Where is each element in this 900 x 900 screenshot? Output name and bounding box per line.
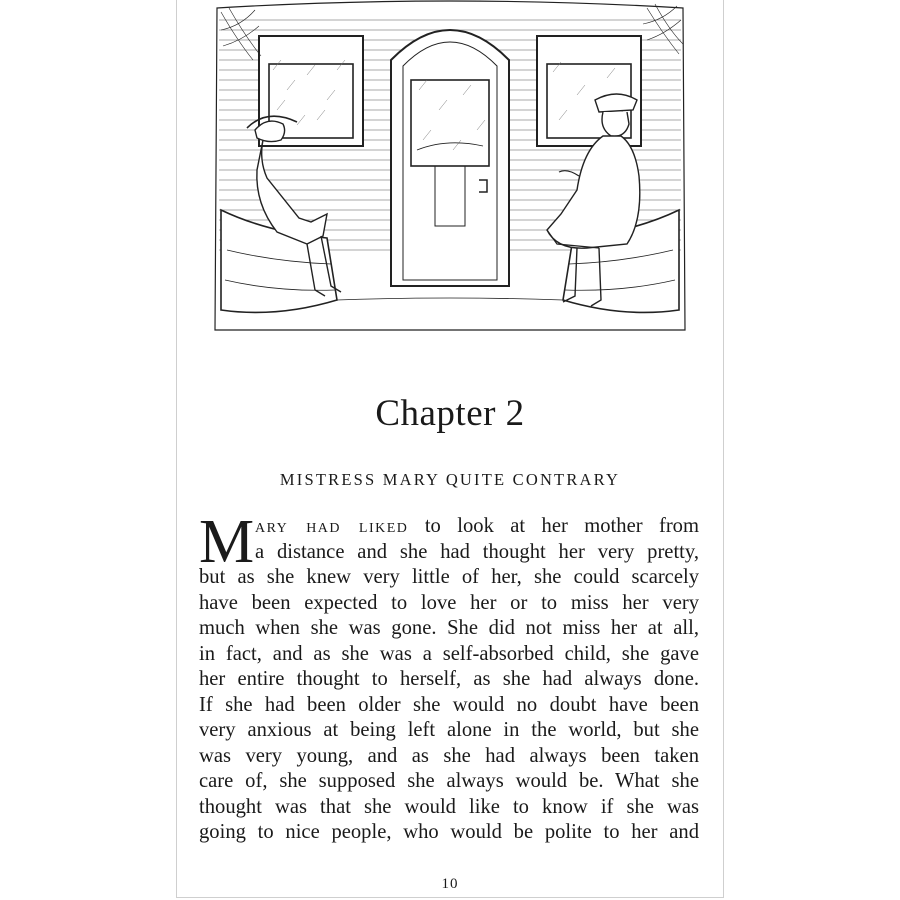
drop-cap: M — [199, 508, 255, 576]
illustration-drawing — [207, 0, 693, 335]
chapter-body-text — [199, 508, 699, 846]
train-compartment-illustration-icon — [207, 0, 693, 335]
text-line: thought was that she would like to know if she was — [199, 795, 699, 818]
text-line-content: to look at her mother from — [408, 515, 699, 537]
text-line: very anxious at being left alone in the world, but she — [199, 719, 699, 741]
text-line: but as she knew very little of her, she could scarcely — [199, 566, 699, 588]
text-line: a distance and she had thought her very pretty, — [255, 540, 699, 563]
text-line: much when she was gone. She did not miss her at all, — [199, 617, 699, 639]
text-line: have been expected to love her or to miss her very — [199, 591, 699, 614]
text-line: was very young, and as she had always been taken — [199, 744, 699, 767]
chapter-subtitle: MISTRESS MARY QUITE CONTRARY — [279, 470, 621, 489]
text-line: If she had been older she would no doubt have been — [199, 693, 699, 716]
text-line: her entire thought to herself, as she had always done. — [199, 668, 699, 690]
chapter-title: Chapter 2 — [375, 393, 525, 434]
lead-in-smallcaps: ary had liked — [255, 515, 409, 537]
text-line: care of, she supposed she always would be. What she — [199, 770, 699, 792]
text-line — [199, 514, 699, 540]
text-line: in fact, and as she was a self-absorbed child, she gave — [199, 642, 699, 665]
book-page — [176, 0, 724, 898]
page-number: 10 — [441, 876, 459, 892]
text-line: going to nice people, who would be polite to her and — [199, 821, 699, 843]
